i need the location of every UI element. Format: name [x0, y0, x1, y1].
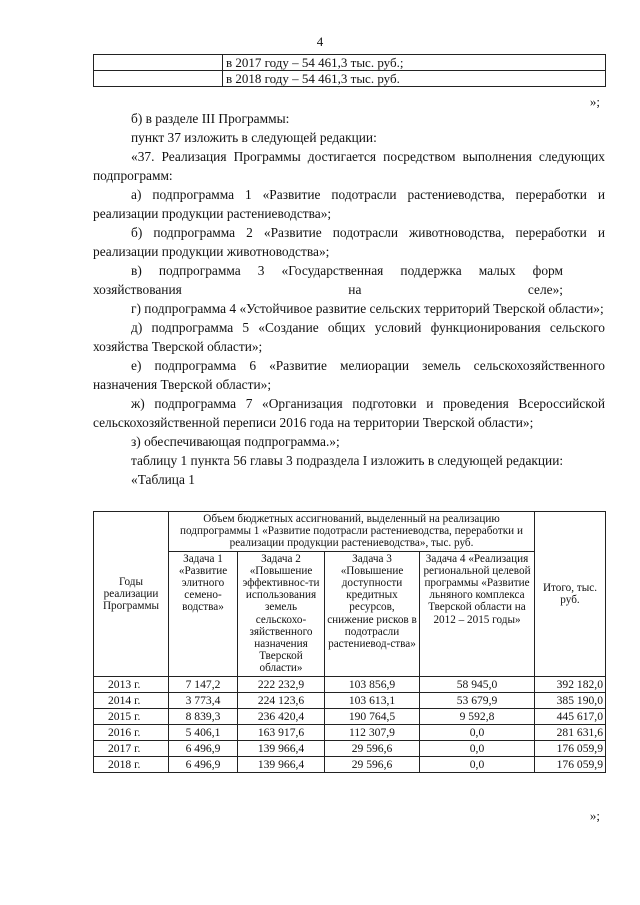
continued-table-fragment	[93, 54, 606, 87]
subprogram-6: е) подпрограмма 6 «Развитие мелиорации земель сельскохозяйственного назначения Тверской области»;	[93, 358, 605, 392]
total-cell: 281 631,6	[535, 724, 606, 740]
task2-cell: 163 917,6	[238, 724, 325, 740]
header-budget-group: Объем бюджетных ассигнований, выделенный на реализацию подпрограммы 1 «Развитие подотрасли растениеводства, переработки и реализации продукции растениеводства», тыс. руб.	[169, 512, 535, 552]
subprogram-2: б) подпрограмма 2 «Развитие подотрасли животноводства, переработки и реализации продукции животноводства»;	[93, 225, 605, 259]
subprogram-7: ж) подпрограмма 7 «Организация подготовки и проведения Всероссийской сельскохозяйственной переписи 2016 года на территории Тверской области»;	[93, 396, 605, 430]
task3-cell: 190 764,5	[325, 708, 420, 724]
page-number: 4	[316, 34, 324, 49]
task1-cell: 5 406,1	[169, 724, 238, 740]
subprogram-1: а) подпрограмма 1 «Развитие подотрасли растениеводства, переработки и реализации продукции растениеводства»;	[93, 187, 605, 221]
task3-cell: 112 307,9	[325, 724, 420, 740]
task2-cell: 139 966,4	[238, 756, 325, 772]
task1-cell: 8 839,3	[169, 708, 238, 724]
header-task-2: Задача 2 «Повышение эффективнос-ти использования земель сельскохо-зяйственного назначения Тверской области»	[238, 551, 325, 676]
task3-cell: 29 596,6	[325, 740, 420, 756]
total-cell: 392 182,0	[535, 676, 606, 692]
table-row	[94, 740, 606, 756]
year-cell: 2018 г.	[94, 756, 169, 772]
supporting-subprogram: з) обеспечивающая подпрограмма.»;	[131, 434, 340, 449]
table-row	[94, 708, 606, 724]
table-row	[94, 676, 606, 692]
closing-quote-2: »;	[589, 808, 600, 823]
paragraph-point-37: пункт 37 изложить в следующей редакции:	[131, 130, 377, 145]
table-row	[94, 692, 606, 708]
task1-cell: 3 773,4	[169, 692, 238, 708]
total-cell: 176 059,9	[535, 756, 606, 772]
paragraph-b: б) в разделе III Программы:	[131, 111, 290, 126]
header-task-4: Задача 4 «Реализация региональной целевой программы «Развитие льняного комплекса Тверской области на 2012 – 2015 годы»	[420, 551, 535, 676]
task2-cell: 222 232,9	[238, 676, 325, 692]
funding-2017-line: в 2017 году – 54 461,3 тыс. руб.;	[223, 55, 606, 71]
task2-cell: 139 966,4	[238, 740, 325, 756]
total-cell: 176 059,9	[535, 740, 606, 756]
total-cell: 445 617,0	[535, 708, 606, 724]
subprogram-3: в) подпрограмма 3 «Государственная поддержка малых форм хозяйствования на селе»;	[93, 263, 563, 297]
header-task-1: Задача 1 «Развитие элитного семено-водства»	[169, 551, 238, 676]
header-task-3: Задача 3 «Повышение доступности кредитных ресурсов, снижение рисков в подотрасли растениевод-ства»	[325, 551, 420, 676]
task3-cell: 103 856,9	[325, 676, 420, 692]
closing-quote-1: »;	[589, 94, 600, 109]
task4-cell: 0,0	[420, 756, 535, 772]
table-row	[94, 724, 606, 740]
year-cell: 2017 г.	[94, 740, 169, 756]
task4-cell: 58 945,0	[420, 676, 535, 692]
task4-cell: 0,0	[420, 724, 535, 740]
year-cell: 2014 г.	[94, 692, 169, 708]
task1-cell: 6 496,9	[169, 740, 238, 756]
table-1-caption: «Таблица 1	[131, 472, 195, 487]
table-1-instruction: таблицу 1 пункта 56 главы 3 подраздела I изложить в следующей редакции:	[131, 453, 564, 468]
empty-cell	[94, 71, 223, 87]
subprogram-5: д) подпрограмма 5 «Создание общих условий функционирования сельского хозяйства Тверской области»;	[93, 320, 605, 354]
total-cell: 385 190,0	[535, 692, 606, 708]
funding-2018-line: в 2018 году – 54 461,3 тыс. руб.	[223, 71, 606, 87]
empty-cell	[94, 55, 223, 71]
task3-cell: 103 613,1	[325, 692, 420, 708]
task2-cell: 224 123,6	[238, 692, 325, 708]
header-years: Годы реализации Программы	[94, 512, 169, 677]
header-total: Итого, тыс. руб.	[535, 512, 606, 677]
year-cell: 2015 г.	[94, 708, 169, 724]
table-row	[94, 756, 606, 772]
task4-cell: 53 679,9	[420, 692, 535, 708]
amendment-text	[93, 109, 605, 489]
task1-cell: 7 147,2	[169, 676, 238, 692]
task4-cell: 9 592,8	[420, 708, 535, 724]
task1-cell: 6 496,9	[169, 756, 238, 772]
paragraph-37-intro: «37. Реализация Программы достигается посредством выполнения следующих подпрограмм:	[93, 149, 605, 183]
budget-table	[93, 511, 606, 773]
subprogram-4: г) подпрограмма 4 «Устойчивое развитие сельских территорий Тверской области»;	[131, 301, 604, 316]
task3-cell: 29 596,6	[325, 756, 420, 772]
task4-cell: 0,0	[420, 740, 535, 756]
year-cell: 2013 г.	[94, 676, 169, 692]
task2-cell: 236 420,4	[238, 708, 325, 724]
year-cell: 2016 г.	[94, 724, 169, 740]
